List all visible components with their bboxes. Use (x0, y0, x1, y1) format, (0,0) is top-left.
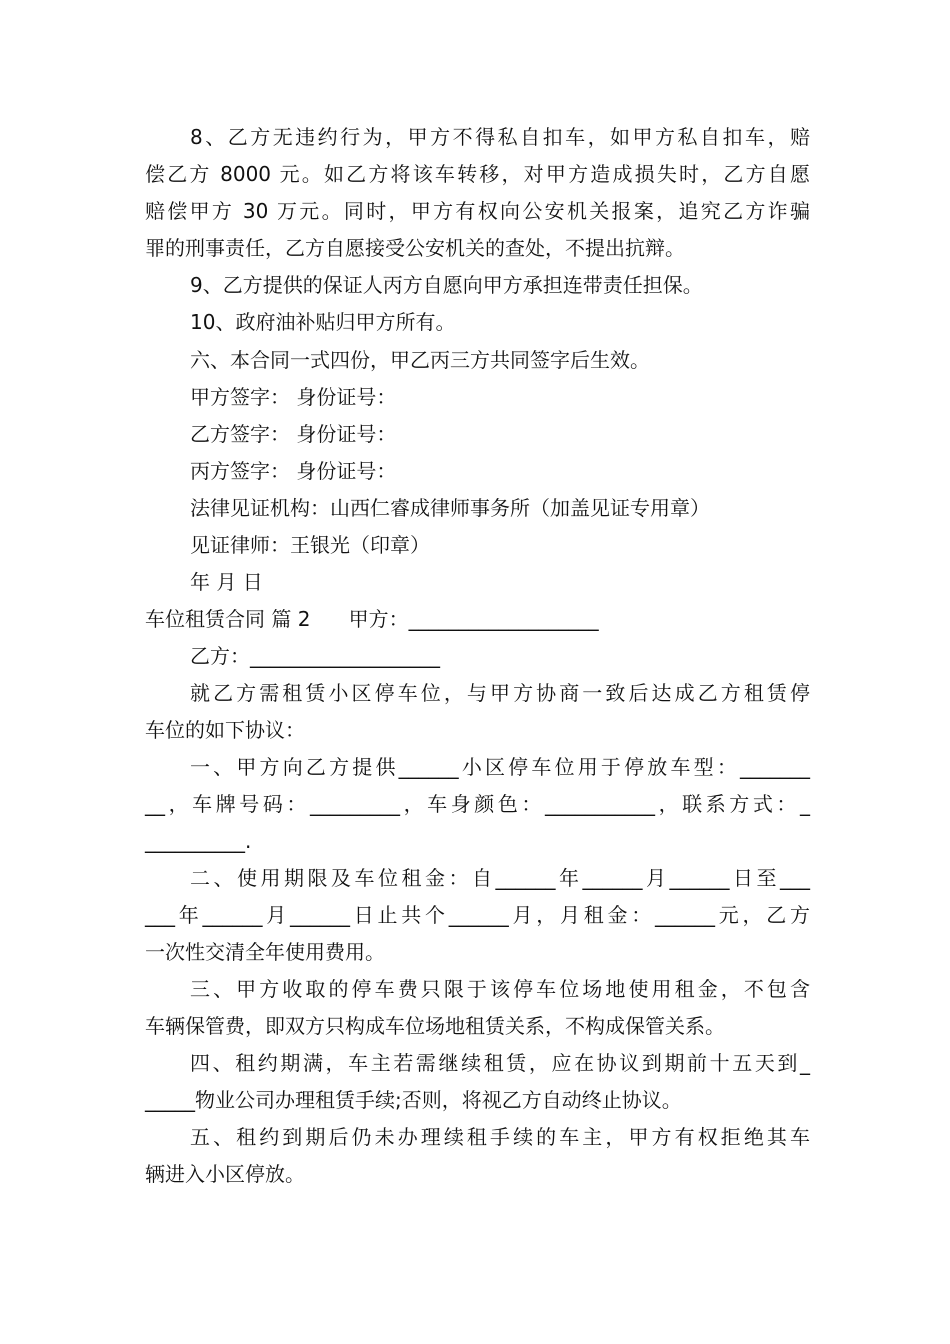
text-line: 车位的如下协议： (145, 718, 305, 742)
text-line: 赔偿甲方 30 万元。同时，甲方有权向公安机关报案，追究乙方诈骗 (145, 199, 810, 223)
text-line: 偿乙方 8000 元。如乙方将该车转移，对甲方造成损失时，乙方自愿 (145, 162, 810, 186)
witness-lawyer: 见证律师：王银光（印章） (190, 533, 430, 557)
clause-3: 三、甲方收取的停车费只限于该停车位场地使用租金，不包含 (190, 977, 810, 1001)
text-line: 就乙方需租赁小区停车位，与甲方协商一致后达成乙方租赁停 (190, 681, 810, 705)
text-line: __________. (145, 829, 252, 853)
section-heading: 车位租赁合同 篇 2 甲方：___________________ (145, 607, 599, 631)
witness-institution: 法律见证机构：山西仁睿成律师事务所（加盖见证专用章） (190, 496, 710, 520)
text-line: _____物业公司办理租赁手续;否则，将视乙方自动终止协议。 (145, 1088, 682, 1112)
clause-1: 一、甲方向乙方提供______小区停车位用于停放车型：_______ (190, 755, 810, 779)
clause-5: 五、租约到期后仍未办理续租手续的车主，甲方有权拒绝其车 (190, 1125, 810, 1149)
text-line: 罪的刑事责任，乙方自愿接受公安机关的查处，不提出抗辩。 (145, 236, 685, 260)
text-line: 车辆保管费，即双方只构成车位场地租赁关系，不构成保管关系。 (145, 1014, 725, 1038)
text-line: 8、乙方无违约行为，甲方不得私自扣车，如甲方私自扣车，赔 (190, 125, 810, 149)
signature-line-party-b: 乙方签字： 身份证号： (190, 422, 397, 446)
text-line: 10、政府油补贴归甲方所有。 (190, 310, 456, 334)
clause-2: 二、使用期限及车位租金：自______年______月______日至___ (190, 866, 810, 890)
signature-line-party-a: 甲方签字： 身份证号： (190, 385, 397, 409)
signature-line-party-c: 丙方签字： 身份证号： (190, 459, 397, 483)
text-line: 六、本合同一式四份，甲乙丙三方共同签字后生效。 (190, 348, 650, 372)
text-line: ___年______月______日止共个______月，月租金：______元，乙方 (145, 903, 810, 927)
clause-4: 四、租约期满，车主若需继续租赁，应在协议到期前十五天到_ (190, 1051, 810, 1075)
text-line: 9、乙方提供的保证人丙方自愿向甲方承担连带责任担保。 (190, 273, 703, 297)
text-line: 辆进入小区停放。 (145, 1162, 305, 1186)
text-line: 一次性交清全年使用费用。 (145, 940, 385, 964)
party-b-line: 乙方：___________________ (190, 644, 440, 668)
text-line: __，车牌号码：_________，车身颜色：___________，联系方式：_ (145, 792, 810, 816)
date-line: 年 月 日 (190, 570, 263, 594)
